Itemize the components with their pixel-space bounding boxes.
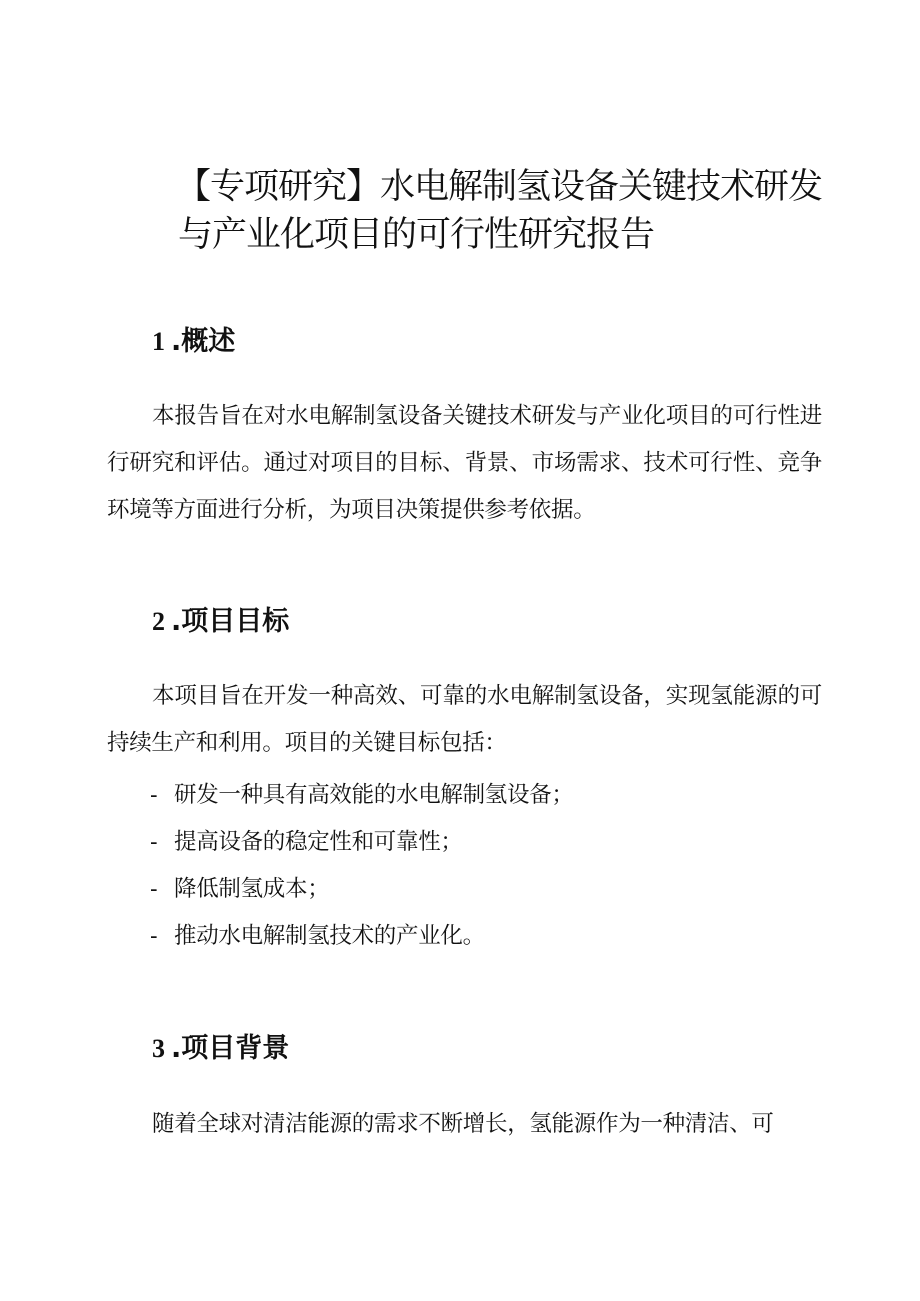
section-1-number: 1 xyxy=(152,327,165,356)
section-3-paragraph: 随着全球对清洁能源的需求不断增长，氢能源作为一种清洁、可 xyxy=(152,1111,774,1137)
section-1-title: .概述 xyxy=(171,326,236,357)
list-dash: - xyxy=(150,923,158,949)
section-3-number: 3 xyxy=(152,1034,165,1063)
list-item-text: 提高设备的稳定性和可靠性； xyxy=(174,829,463,855)
list-item xyxy=(150,772,574,819)
list-item xyxy=(150,819,574,866)
section-1-heading xyxy=(152,324,235,360)
section-2-goal-list xyxy=(150,772,574,960)
section-2-number: 2 xyxy=(152,607,165,636)
list-item xyxy=(150,913,574,960)
list-item-text: 研发一种具有高效能的水电解制氢设备； xyxy=(174,782,574,808)
title-line-1: 【专项研究】水电解制氢设备关键技术研发 xyxy=(176,167,823,207)
list-item-text: 推动水电解制氢技术的产业化。 xyxy=(174,923,485,949)
section-2-heading xyxy=(152,604,289,640)
list-dash: - xyxy=(150,876,158,902)
section-3-title: .项目背景 xyxy=(171,1033,290,1064)
list-dash: - xyxy=(150,782,158,808)
list-dash: - xyxy=(150,829,158,855)
list-item xyxy=(150,866,574,913)
section-2-paragraph: 本项目旨在开发一种高效、可靠的水电解制氢设备，实现氢能源的可持续生产和利用。项目的关键目标包括： xyxy=(107,683,822,756)
section-1-paragraph: 本报告旨在对水电解制氢设备关键技术研发与产业化项目的可行性进行研究和评估。通过对项目的目标、背景、市场需求、技术可行性、竞争环境等方面进行分析，为项目决策提供参考依据。 xyxy=(107,403,822,523)
section-2-title: .项目目标 xyxy=(171,606,290,637)
list-item-text: 降低制氢成本； xyxy=(174,876,330,902)
document-title xyxy=(176,163,836,259)
title-line-2: 与产业化项目的可行性研究报告 xyxy=(178,215,655,255)
section-3-heading xyxy=(152,1031,289,1067)
